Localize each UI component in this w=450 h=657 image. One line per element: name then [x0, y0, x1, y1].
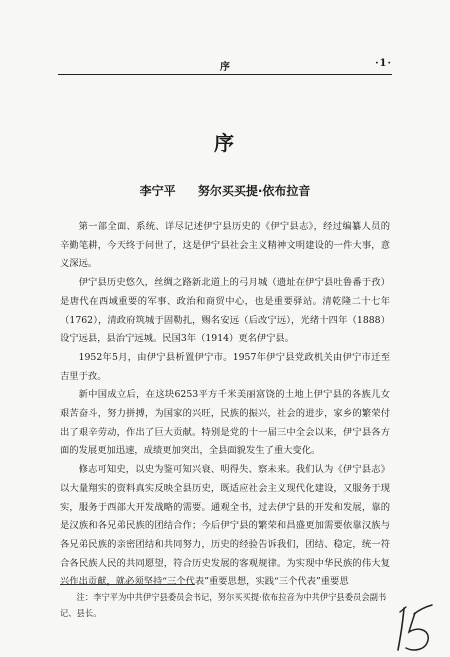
paragraph-2: 伊宁县历史悠久，丝绸之路新北道上的弓月城（遗址在伊宁县吐鲁番于孜）是唐代在西域重要的军事、政治和商贸中心，也是重要驿站。清乾隆二十七年（1762），清政府筑城于固勒扎，赐名安远（后改宁远），光绪十四年（1888）设宁远县，县治宁远城。民国3年（1914）更名伊宁县。 [60, 277, 390, 345]
footnote-rule [60, 584, 195, 585]
author-line [0, 182, 450, 199]
paragraph-3: 1952年5月，由伊宁县析置伊宁市。1957年伊宁县党政机关由伊宁市迁至吉里于孜。 [60, 351, 390, 382]
running-head [58, 58, 392, 72]
chapter-heading: 序 [214, 131, 236, 155]
footnote: 注：李宁平为中共伊宁县委员会书记，努尔买买提·依布拉音为中共伊宁县委员会副书记、县长。 [60, 592, 387, 618]
handwritten-page-mark [392, 602, 442, 654]
paragraph-4: 新中国成立后，在这块6253平方千米美丽富饶的土地上伊宁县的各族儿女艰苦奋斗，努力拼搏，为国家的兴旺，民族的振兴，社会的进步，家乡的繁荣付出了艰辛劳动，作出了巨大贡献。特别是党的十一届三中全会以来，伊宁县各方面的发展更加迅速，成绩更加突出，全县面貌发生了重大变化。 [60, 389, 390, 457]
paragraph-5: 修志可知史，以史为鉴可知兴衰、明得失、察未来。我们认为《伊宁县志》以大量翔实的资料真实反映全县历史，既适应社会主义现代化建设，又服务于现实，服务于西部大开发战略的需要。通观全书，过去伊宁县的开发和发展，靠的是汉族和各兄弟民族的团结合作；今后伊宁县的繁荣和昌盛更加需要依靠汉族与各兄弟民族的亲密团结和共同努力，历史的经验告诉我们，团结、稳定，统一符合各民族人民的共同愿望，符合历史发展的客观规律。为实现中华民族的伟大复兴作出贡献，就必须坚持“三个代表”重要思想，实践“三个代表”重要思 [60, 464, 390, 588]
header-rule [58, 74, 392, 75]
body-text [60, 218, 390, 592]
running-head-title: 序 [220, 62, 230, 73]
page-number: ·1· [375, 58, 392, 69]
author-2: 努尔买买提·依布拉音 [197, 184, 311, 198]
paragraph-1: 第一部全面、系统、详尽记述伊宁县历史的《伊宁县志》，经过编纂人员的辛勤笔耕，今天终于问世了，这是伊宁县社会主义精神文明建设的一件大事，意义深远。 [60, 221, 390, 270]
author-1: 李宁平 [139, 184, 176, 198]
